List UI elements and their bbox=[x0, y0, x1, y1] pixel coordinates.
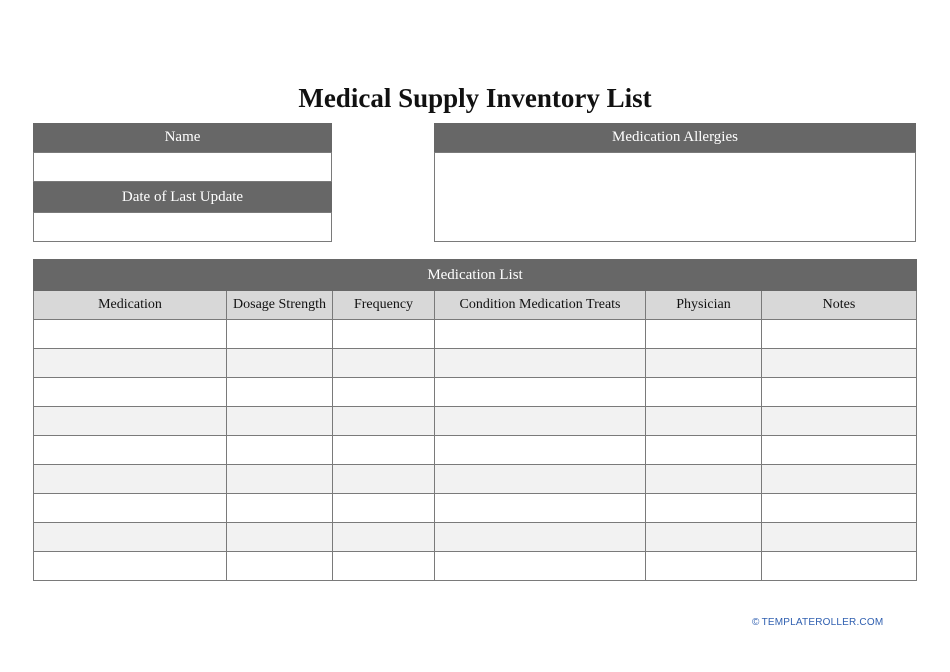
table-cell[interactable] bbox=[762, 407, 917, 436]
table-cell[interactable] bbox=[646, 407, 762, 436]
medication-table bbox=[33, 259, 917, 581]
column-header-dosage-strength: Dosage Strength bbox=[227, 291, 333, 320]
table-cell[interactable] bbox=[762, 523, 917, 552]
table-cell[interactable] bbox=[762, 349, 917, 378]
table-cell[interactable] bbox=[333, 407, 435, 436]
table-row bbox=[34, 407, 917, 436]
date-of-last-update-label: Date of Last Update bbox=[33, 182, 332, 212]
table-cell[interactable] bbox=[333, 523, 435, 552]
table-cell[interactable] bbox=[333, 494, 435, 523]
medication-allergies-field[interactable] bbox=[434, 152, 916, 242]
table-row bbox=[34, 523, 917, 552]
name-field[interactable] bbox=[33, 152, 332, 182]
table-cell[interactable] bbox=[435, 523, 646, 552]
page-title: Medical Supply Inventory List bbox=[298, 83, 652, 113]
table-cell[interactable] bbox=[435, 552, 646, 581]
table-cell[interactable] bbox=[227, 378, 333, 407]
table-cell[interactable] bbox=[34, 320, 227, 349]
table-cell[interactable] bbox=[227, 465, 333, 494]
table-cell[interactable] bbox=[34, 436, 227, 465]
table-cell[interactable] bbox=[762, 494, 917, 523]
table-row bbox=[34, 552, 917, 581]
table-cell[interactable] bbox=[435, 494, 646, 523]
table-cell[interactable] bbox=[333, 436, 435, 465]
table-cell[interactable] bbox=[34, 465, 227, 494]
table-cell[interactable] bbox=[435, 378, 646, 407]
column-header-row bbox=[34, 291, 917, 320]
table-cell[interactable] bbox=[34, 494, 227, 523]
table-cell[interactable] bbox=[435, 407, 646, 436]
table-cell[interactable] bbox=[646, 552, 762, 581]
table-cell[interactable] bbox=[34, 552, 227, 581]
column-header-physician: Physician bbox=[646, 291, 762, 320]
table-cell[interactable] bbox=[227, 349, 333, 378]
medication-list bbox=[33, 259, 916, 581]
table-cell[interactable] bbox=[646, 523, 762, 552]
table-cell[interactable] bbox=[227, 320, 333, 349]
table-cell[interactable] bbox=[435, 349, 646, 378]
table-cell[interactable] bbox=[646, 378, 762, 407]
table-cell[interactable] bbox=[762, 378, 917, 407]
table-row bbox=[34, 436, 917, 465]
table-cell[interactable] bbox=[333, 552, 435, 581]
table-row bbox=[34, 320, 917, 349]
table-cell[interactable] bbox=[762, 465, 917, 494]
table-cell[interactable] bbox=[333, 349, 435, 378]
table-cell[interactable] bbox=[34, 349, 227, 378]
table-cell[interactable] bbox=[34, 378, 227, 407]
table-row bbox=[34, 349, 917, 378]
copyright-icon: © bbox=[752, 617, 760, 628]
table-cell[interactable] bbox=[646, 436, 762, 465]
table-row bbox=[34, 494, 917, 523]
table-cell[interactable] bbox=[227, 552, 333, 581]
table-row bbox=[34, 465, 917, 494]
table-cell[interactable] bbox=[34, 523, 227, 552]
medication-allergies-label: Medication Allergies bbox=[434, 123, 916, 152]
table-cell[interactable] bbox=[333, 378, 435, 407]
table-cell[interactable] bbox=[227, 436, 333, 465]
table-cell[interactable] bbox=[646, 494, 762, 523]
column-header-condition: Condition Medication Treats bbox=[435, 291, 646, 320]
table-cell[interactable] bbox=[333, 465, 435, 494]
table-cell[interactable] bbox=[762, 436, 917, 465]
table-row bbox=[34, 378, 917, 407]
footer-credit bbox=[752, 617, 883, 628]
table-cell[interactable] bbox=[435, 320, 646, 349]
column-header-frequency: Frequency bbox=[333, 291, 435, 320]
column-header-notes: Notes bbox=[762, 291, 917, 320]
table-cell[interactable] bbox=[227, 494, 333, 523]
table-cell[interactable] bbox=[762, 552, 917, 581]
footer-link[interactable]: TEMPLATEROLLER.COM bbox=[761, 617, 884, 628]
table-cell[interactable] bbox=[646, 349, 762, 378]
table-cell[interactable] bbox=[646, 320, 762, 349]
table-cell[interactable] bbox=[435, 436, 646, 465]
table-cell[interactable] bbox=[227, 407, 333, 436]
date-of-last-update-field[interactable] bbox=[33, 212, 332, 242]
table-cell[interactable] bbox=[227, 523, 333, 552]
column-header-medication: Medication bbox=[34, 291, 227, 320]
table-cell[interactable] bbox=[435, 465, 646, 494]
table-cell[interactable] bbox=[762, 320, 917, 349]
name-label: Name bbox=[33, 123, 332, 152]
medication-list-title: Medication List bbox=[34, 260, 917, 291]
table-cell[interactable] bbox=[646, 465, 762, 494]
table-cell[interactable] bbox=[34, 407, 227, 436]
table-cell[interactable] bbox=[333, 320, 435, 349]
